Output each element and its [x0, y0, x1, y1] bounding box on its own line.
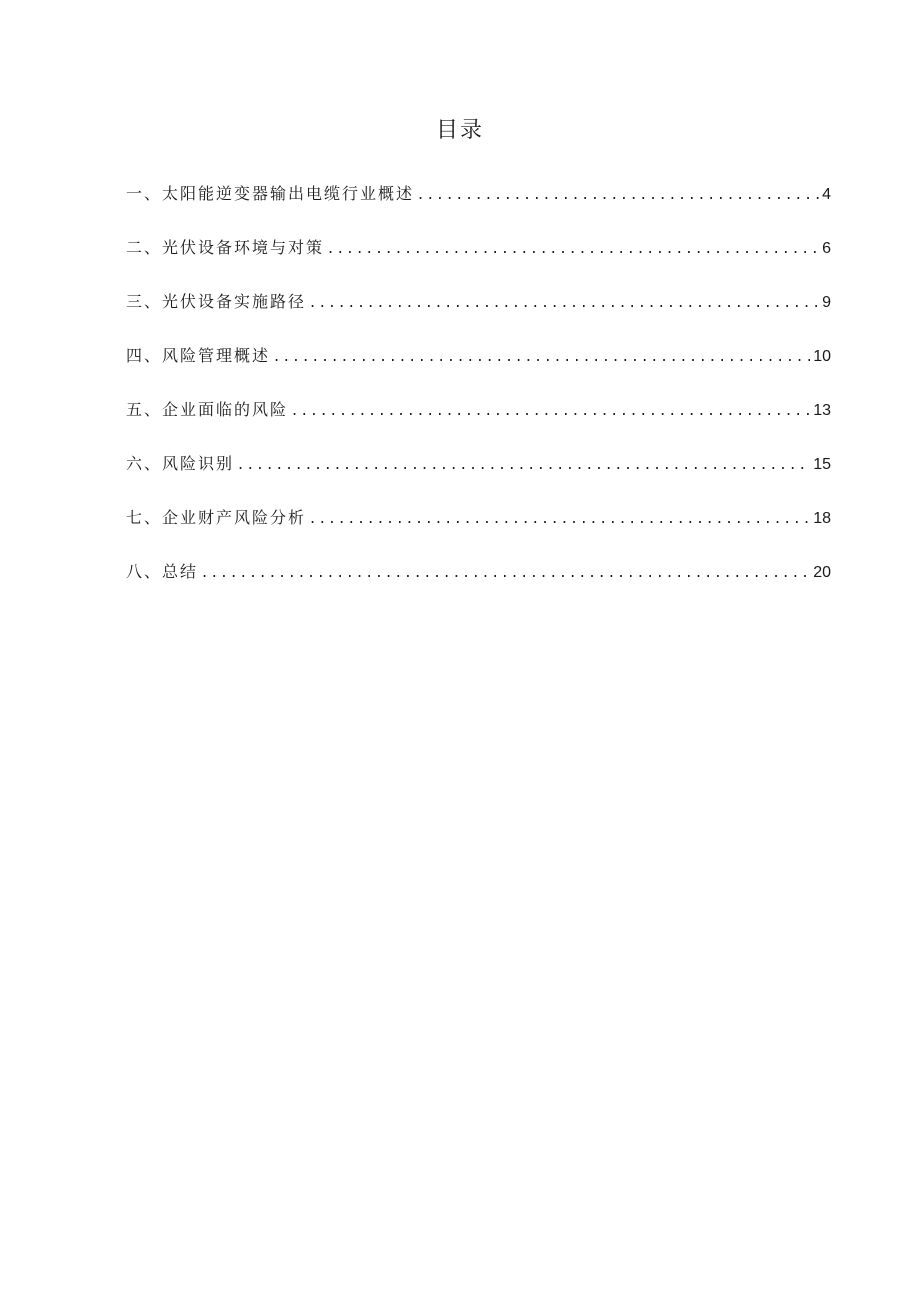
toc-entry[interactable] — [126, 396, 831, 450]
toc-entry-label: 七、企业财产风险分析 — [126, 508, 307, 527]
toc-entry-page-number: 4 — [822, 186, 831, 203]
toc-entry[interactable] — [126, 504, 831, 558]
toc-entry[interactable] — [126, 450, 831, 504]
toc-dot-leader — [310, 288, 819, 316]
toc-entry-page-number: 15 — [813, 456, 831, 473]
toc-entry-label: 八、总结 — [126, 562, 199, 581]
toc-entry-label: 二、光伏设备环境与对策 — [126, 238, 325, 257]
toc-dot-leader — [202, 558, 810, 586]
toc-dot-leader — [238, 450, 810, 478]
toc-entry[interactable] — [126, 288, 831, 342]
toc-list — [126, 180, 831, 612]
toc-entry[interactable] — [126, 558, 831, 612]
toc-dot-leader — [274, 342, 810, 370]
toc-dot-leader — [310, 504, 810, 532]
toc-entry[interactable] — [126, 180, 831, 234]
toc-entry-page-number: 13 — [813, 402, 831, 419]
toc-entry-page-number: 10 — [813, 348, 831, 365]
toc-entry-label: 四、风险管理概述 — [126, 346, 271, 365]
toc-entry-page-number: 6 — [822, 240, 831, 257]
toc-entry-label: 一、太阳能逆变器输出电缆行业概述 — [126, 184, 415, 203]
toc-dot-leader — [292, 396, 810, 424]
toc-entry-label: 六、风险识别 — [126, 454, 235, 473]
toc-entry[interactable] — [126, 234, 831, 288]
toc-dot-leader — [328, 234, 819, 262]
toc-entry-page-number: 9 — [822, 294, 831, 311]
toc-entry-label: 三、光伏设备实施路径 — [126, 292, 307, 311]
toc-entry[interactable] — [126, 342, 831, 396]
toc-entry-page-number: 18 — [813, 510, 831, 527]
toc-dot-leader — [418, 180, 819, 208]
toc-entry-page-number: 20 — [813, 564, 831, 581]
toc-title: 目录 — [435, 118, 484, 143]
toc-entry-label: 五、企业面临的风险 — [126, 400, 289, 419]
